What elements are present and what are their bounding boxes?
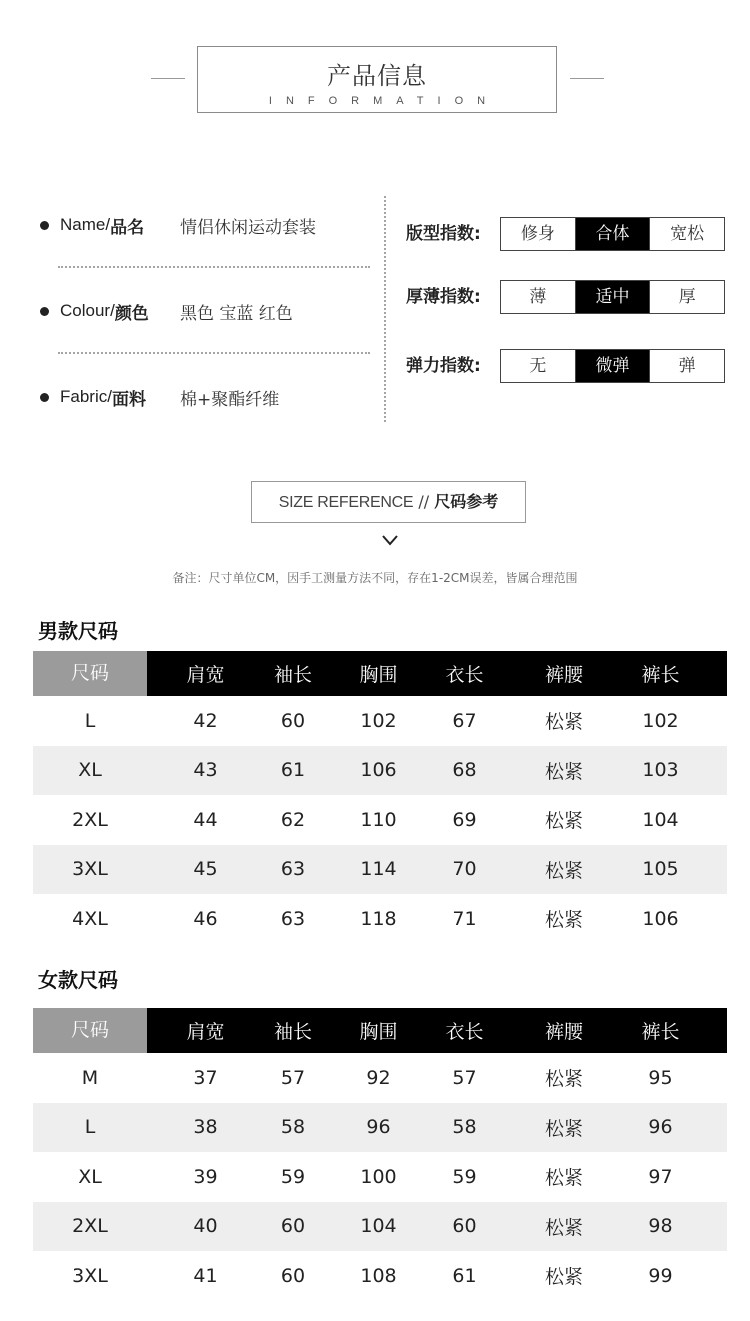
table-cell: XL — [78, 1165, 102, 1188]
table-cell: 46 — [193, 907, 218, 930]
table-cell: 42 — [193, 709, 218, 732]
table-cell: 60 — [280, 1264, 306, 1287]
table-cell: 松紧 — [544, 1266, 583, 1289]
table-cell: M — [81, 1066, 99, 1089]
fit-option: 合体 — [575, 218, 650, 250]
table-cell: 2XL — [72, 808, 108, 831]
vertical-dotted-divider — [384, 196, 386, 422]
column-header: 尺码 — [33, 1008, 147, 1053]
table-cell: 102 — [360, 709, 397, 732]
info-key-en: Fabric/ — [60, 387, 112, 406]
table-cell: 45 — [193, 858, 218, 881]
table-cell: 99 — [648, 1264, 673, 1287]
table-cell: 松紧 — [544, 711, 583, 734]
thickness-option: 厚 — [649, 281, 724, 313]
column-header: 裤长 — [641, 664, 680, 686]
table-cell: 63 — [280, 907, 306, 930]
table-cell: 60 — [280, 709, 306, 732]
column-header: 胸围 — [359, 664, 398, 686]
table-cell: 114 — [360, 858, 397, 881]
fit-index-label: 版型指数: — [406, 224, 481, 244]
table-cell: 松紧 — [544, 909, 583, 932]
table-cell: 63 — [280, 858, 306, 881]
column-header: 袖长 — [273, 664, 312, 686]
table-cell: 103 — [642, 759, 679, 782]
table-cell: 38 — [193, 1116, 218, 1139]
table-cell: 98 — [648, 1215, 673, 1238]
size-reference-en: SIZE REFERENCE — [278, 494, 414, 511]
table-header-row — [33, 651, 727, 696]
table-cell: 59 — [452, 1165, 477, 1188]
elasticity-index-label: 弹力指数: — [406, 356, 481, 376]
table-cell: 松紧 — [544, 760, 583, 783]
table-cell: 松紧 — [544, 859, 583, 882]
table-cell: 41 — [193, 1264, 218, 1287]
table-cell: 68 — [452, 759, 477, 782]
table-cell: 57 — [452, 1066, 477, 1089]
table-cell: 110 — [360, 808, 397, 831]
table-cell: 4XL — [72, 907, 108, 930]
info-value: 棉+聚酯纤维 — [180, 389, 280, 410]
table-cell: 67 — [452, 709, 477, 732]
size-reference-separator: // — [413, 492, 435, 511]
bullet-icon — [40, 221, 49, 230]
table-cell: 95 — [648, 1066, 673, 1089]
fit-option: 宽松 — [649, 218, 724, 250]
info-row-name — [40, 213, 316, 238]
column-header: 裤腰 — [544, 1021, 583, 1043]
header-box — [197, 46, 557, 113]
info-value: 情侣休闲运动套装 — [180, 217, 316, 238]
table-row — [33, 894, 727, 944]
thickness-option: 薄 — [529, 287, 547, 307]
table-row — [33, 1053, 727, 1103]
thickness-option: 适中 — [575, 281, 650, 313]
table-cell: 118 — [360, 907, 397, 930]
table-cell: 37 — [193, 1066, 218, 1089]
info-value: 黑色 宝蓝 红色 — [180, 303, 293, 324]
table-cell: 松紧 — [544, 1167, 583, 1190]
table-row — [33, 1103, 727, 1153]
info-key-en: Colour/ — [60, 301, 115, 320]
women-size-table — [33, 1008, 727, 1301]
column-header: 裤长 — [641, 1021, 680, 1043]
table-cell: 100 — [360, 1165, 397, 1188]
column-header: 裤腰 — [544, 664, 583, 686]
table-cell: 106 — [360, 759, 397, 782]
column-header: 尺码 — [33, 651, 147, 696]
table-cell: 松紧 — [544, 1117, 583, 1140]
table-header-row — [33, 1008, 727, 1053]
size-note: 备注：尺寸单位CM，因手工测量方法不同，存在1-2CM误差，皆属合理范围 — [172, 571, 578, 585]
table-cell: 松紧 — [544, 1068, 583, 1091]
table-cell: 60 — [452, 1215, 477, 1238]
table-cell: 60 — [280, 1215, 306, 1238]
size-reference-box — [251, 481, 526, 523]
table-cell: 3XL — [72, 858, 108, 881]
thickness-index-label: 厚薄指数: — [406, 287, 481, 307]
women-size-title: 女款尺码 — [38, 968, 118, 992]
bullet-icon — [40, 393, 49, 402]
table-cell: 106 — [642, 907, 679, 930]
elasticity-index-options — [500, 349, 725, 383]
header-left-rule — [151, 78, 185, 79]
info-key-cn: 品名 — [110, 217, 145, 238]
table-cell: 97 — [648, 1165, 673, 1188]
info-key-cn: 颜色 — [114, 303, 149, 324]
table-cell: 57 — [280, 1066, 306, 1089]
table-cell: 松紧 — [544, 810, 583, 833]
table-row — [33, 845, 727, 895]
elasticity-option: 微弹 — [575, 350, 650, 382]
info-key-cn: 面料 — [111, 389, 146, 410]
column-header: 肩宽 — [186, 664, 225, 686]
table-cell: 59 — [280, 1165, 306, 1188]
table-cell: 96 — [648, 1116, 673, 1139]
dotted-divider — [58, 266, 370, 268]
table-cell: 62 — [280, 808, 306, 831]
table-cell: 70 — [452, 858, 477, 881]
table-cell: XL — [78, 759, 102, 782]
table-cell: 44 — [193, 808, 218, 831]
men-size-title: 男款尺码 — [38, 619, 118, 643]
info-row-fabric — [40, 385, 280, 410]
column-header: 衣长 — [445, 1021, 484, 1043]
bullet-icon — [40, 307, 49, 316]
table-cell: 2XL — [72, 1215, 108, 1238]
table-row — [33, 1251, 727, 1301]
table-cell: 3XL — [72, 1264, 108, 1287]
column-header: 衣长 — [445, 664, 484, 686]
table-row — [33, 696, 727, 746]
table-cell: 104 — [642, 808, 679, 831]
header-right-rule — [570, 78, 604, 79]
table-cell: L — [84, 1116, 96, 1139]
fit-index-options — [500, 217, 725, 251]
table-cell: 96 — [366, 1116, 391, 1139]
table-row — [33, 795, 727, 845]
table-cell: 39 — [193, 1165, 218, 1188]
table-cell: 104 — [360, 1215, 397, 1238]
table-cell: L — [84, 709, 96, 732]
chevron-down-icon — [381, 533, 399, 547]
table-cell: 71 — [452, 907, 477, 930]
elasticity-option: 无 — [529, 356, 547, 376]
elasticity-option: 弹 — [649, 350, 724, 382]
column-header: 袖长 — [273, 1021, 312, 1043]
column-header: 肩宽 — [186, 1021, 225, 1043]
table-cell: 40 — [193, 1215, 218, 1238]
table-row — [33, 1152, 727, 1202]
info-key-en: Name/ — [60, 215, 111, 234]
table-cell: 108 — [360, 1264, 397, 1287]
table-row — [33, 1202, 727, 1252]
table-cell: 58 — [280, 1116, 306, 1139]
men-size-table — [33, 651, 727, 944]
table-cell: 105 — [642, 858, 679, 881]
table-cell: 61 — [280, 759, 306, 782]
dotted-divider — [58, 352, 370, 354]
page-subtitle: INFORMATION — [268, 95, 500, 107]
table-cell: 58 — [452, 1116, 477, 1139]
table-cell: 松紧 — [544, 1216, 583, 1239]
page-title: 产品信息 — [327, 62, 427, 90]
table-cell: 43 — [193, 759, 218, 782]
table-cell: 69 — [452, 808, 477, 831]
fit-option: 修身 — [520, 224, 555, 244]
column-header: 胸围 — [359, 1021, 398, 1043]
table-cell: 92 — [366, 1066, 391, 1089]
info-row-colour — [40, 299, 293, 324]
size-reference-cn: 尺码参考 — [434, 492, 499, 511]
table-row — [33, 746, 727, 796]
thickness-index-options — [500, 280, 725, 314]
table-cell: 102 — [642, 709, 679, 732]
table-cell: 61 — [452, 1264, 477, 1287]
